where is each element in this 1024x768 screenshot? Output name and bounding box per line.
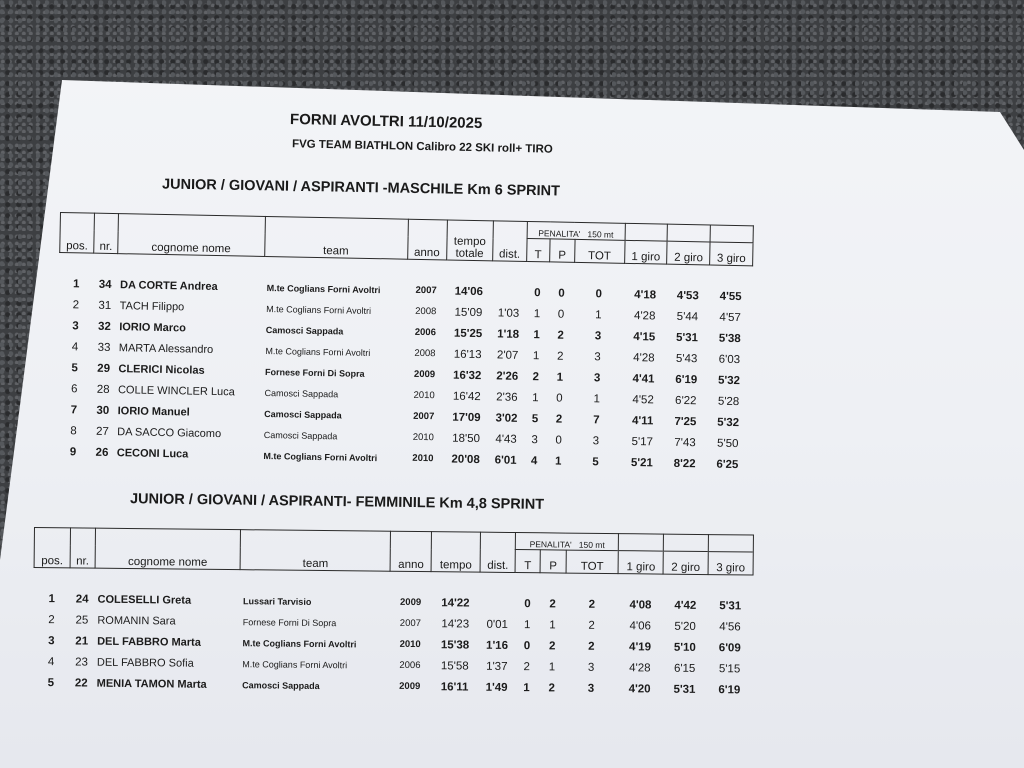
totale-label: totale (455, 247, 484, 261)
name-cell: MARTA Alessandro (118, 341, 214, 356)
col-giro1-header: 1 giro (624, 240, 667, 264)
time-cell: 15'09 (454, 306, 483, 319)
col-t-header: T (526, 238, 550, 261)
bib-cell: 29 (97, 362, 111, 375)
results-table-female (32, 527, 754, 701)
year-cell: 2007 (415, 284, 437, 297)
penalty-tot-cell: 0 (595, 287, 603, 300)
penalty-t-cell: 0 (523, 639, 531, 652)
lap3-cell: 6'03 (718, 353, 741, 366)
bib-cell: 28 (96, 383, 110, 396)
lap3-cell: 5'32 (717, 416, 740, 429)
lap1-cell: 4'06 (629, 619, 652, 632)
lap1-cell: 4'08 (629, 598, 652, 611)
col-p-header: P (550, 239, 575, 262)
penalty-distance-label: 150 mt (578, 539, 605, 550)
gap-cell: 0'01 (486, 618, 509, 631)
year-cell: 2010 (412, 452, 434, 465)
col-anno-header: anno (391, 531, 432, 571)
gap-cell: 4'43 (495, 432, 517, 446)
name-cell: IORIO Manuel (117, 404, 190, 419)
name-cell: TACH Filippo (119, 299, 185, 313)
penalty-t-cell: 1 (523, 618, 531, 631)
team-cell: Camosci Sappada (242, 679, 320, 691)
gap-cell: 1'16 (486, 639, 509, 652)
penalty-t-cell: 1 (533, 328, 540, 341)
year-cell: 2006 (414, 326, 437, 339)
penalty-tot-cell: 1 (595, 308, 602, 321)
penalty-tot-cell: 3 (594, 329, 602, 342)
pos-cell: 4 (71, 340, 79, 353)
results-table-male (55, 212, 754, 475)
section-heading-female: JUNIOR / GIOVANI / ASPIRANTI- FEMMINILE Km 4,8 SPRINT (129, 491, 545, 513)
time-cell: 16'13 (453, 348, 482, 361)
bib-cell: 30 (96, 404, 110, 417)
lap3-cell: 4'57 (719, 311, 741, 324)
name-cell: COLESELLI Greta (97, 593, 192, 607)
col-p-header: P (540, 550, 566, 573)
penalty-label: PENALITA' (538, 228, 581, 239)
gap-cell: 1'03 (497, 306, 520, 320)
lap1-cell: 5'21 (630, 456, 653, 469)
tempo-label: tempo (439, 559, 472, 572)
lap3-cell: 5'32 (717, 374, 741, 387)
penalty-t-cell: 5 (531, 412, 539, 425)
gap-cell: 2'07 (496, 348, 519, 362)
year-cell: 2008 (414, 347, 436, 360)
penalty-tot-cell: 3 (587, 682, 595, 695)
pos-cell: 2 (48, 613, 55, 626)
lap1-cell: 4'28 (633, 309, 656, 322)
lap-header-spacer (625, 223, 668, 241)
time-cell: 15'25 (453, 327, 483, 340)
col-dist-header: dist. (493, 221, 527, 262)
pos-cell: 6 (70, 382, 78, 395)
penalty-p-cell: 0 (558, 287, 565, 300)
lap2-cell: 5'20 (674, 620, 696, 633)
penalty-tot-cell: 7 (593, 413, 600, 426)
penalty-t-cell: 1 (532, 349, 540, 362)
col-tot-header: TOT (574, 239, 624, 263)
penalty-tot-cell: 2 (588, 598, 596, 611)
pos-cell: 4 (47, 655, 55, 668)
team-cell: Fornese Forni Di Sopra (242, 616, 337, 628)
name-cell: DA CORTE Andrea (119, 278, 218, 293)
page-title: FORNI AVOLTRI 11/10/2025 (289, 110, 483, 133)
year-cell: 2006 (399, 659, 421, 672)
penalty-p-cell: 1 (548, 660, 556, 673)
lap-header-spacer (663, 534, 708, 551)
lap2-cell: 5'44 (676, 310, 699, 323)
gap-cell: 6'01 (494, 453, 517, 467)
lap3-cell: 6'09 (718, 641, 741, 654)
penalty-p-cell: 0 (555, 434, 562, 447)
gap-cell: 2'36 (496, 390, 518, 404)
pos-cell: 5 (71, 361, 78, 374)
penalty-tot-cell: 3 (592, 434, 600, 447)
year-cell: 2007 (413, 410, 435, 423)
lap2-cell: 8'22 (673, 457, 696, 470)
lap1-cell: 4'41 (632, 372, 655, 385)
gap-cell: 1'49 (485, 681, 508, 694)
time-cell: 16'42 (452, 390, 481, 403)
bib-cell: 27 (95, 425, 109, 438)
bib-cell: 31 (98, 299, 112, 312)
team-cell: M.te Coglians Forni Avoltri (242, 658, 348, 670)
col-nr-header: nr. (70, 528, 95, 568)
penalty-p-cell: 2 (548, 639, 556, 652)
penalty-p-cell: 2 (549, 597, 556, 610)
pos-cell: 1 (72, 277, 80, 290)
col-tempo-header (431, 532, 480, 573)
lap2-cell: 4'42 (674, 599, 697, 612)
penalty-t-cell: 0 (524, 597, 531, 610)
time-cell: 15'58 (440, 659, 469, 673)
lap3-cell: 6'19 (718, 683, 741, 696)
col-tot-header: TOT (566, 550, 619, 574)
year-cell: 2010 (412, 431, 434, 444)
col-tempo-header (446, 220, 493, 261)
penalty-t-cell: 1 (523, 681, 530, 694)
name-cell: DEL FABBRO Sofia (96, 656, 194, 670)
penalty-tot-cell: 2 (588, 640, 595, 653)
penalty-t-cell: 4 (530, 454, 538, 467)
lap2-cell: 6'19 (675, 373, 698, 386)
lap2-cell: 5'43 (675, 352, 698, 365)
pos-cell: 7 (70, 403, 78, 416)
penalty-label: PENALITA' (529, 539, 572, 550)
lap1-cell: 4'18 (634, 288, 657, 301)
year-cell: 2010 (413, 389, 435, 402)
lap-header-spacer (668, 224, 711, 242)
penalty-p-cell: 0 (557, 308, 565, 321)
lap3-cell: 5'50 (716, 437, 739, 450)
bib-cell: 34 (98, 278, 112, 291)
penalty-p-cell: 2 (548, 681, 556, 694)
penalty-p-cell: 0 (556, 392, 563, 405)
gap-cell: 1'18 (497, 327, 520, 341)
pos-cell: 3 (48, 634, 55, 647)
penalty-t-cell: 1 (533, 307, 541, 320)
gap-cell (492, 281, 526, 303)
penalty-tot-cell: 1 (593, 392, 601, 405)
lap2-cell: 7'25 (674, 415, 697, 428)
year-cell: 2008 (415, 305, 437, 318)
lap2-cell: 6'22 (675, 394, 697, 407)
penalty-t-cell: 1 (532, 391, 539, 404)
pos-cell: 1 (48, 592, 56, 605)
page-subtitle: FVG TEAM BIATHLON Calibro 22 SKI roll+ TIRO (291, 138, 553, 156)
penalty-distance-label: 150 mt (587, 229, 614, 240)
bib-cell: 26 (95, 446, 109, 459)
lap1-cell: 4'11 (631, 414, 654, 427)
lap1-cell: 4'28 (633, 351, 655, 364)
lap3-cell: 4'55 (719, 290, 742, 303)
penalty-tot-cell: 2 (588, 619, 595, 632)
team-cell: Fornese Forni Di Sopra (264, 366, 365, 379)
time-cell: 14'06 (454, 285, 484, 298)
name-cell: DA SACCO Giacomo (117, 425, 222, 440)
penalty-p-cell: 1 (549, 618, 556, 631)
col-giro1-header: 1 giro (618, 551, 663, 574)
bib-cell: 22 (74, 676, 88, 690)
lap3-cell: 5'38 (718, 332, 741, 345)
penalty-t-cell: 2 (532, 370, 540, 383)
lap2-cell: 5'31 (673, 683, 696, 696)
lap1-cell: 5'17 (631, 435, 654, 448)
gap-cell: 1'37 (486, 660, 508, 673)
team-cell: Camosci Sappada (264, 408, 342, 420)
gap-cell (480, 593, 515, 614)
team-cell: Camosci Sappada (265, 324, 344, 336)
col-t-header: T (515, 550, 540, 573)
name-cell: DEL FABBRO Marta (97, 635, 201, 649)
team-cell: Lussari Tarvisio (242, 595, 312, 607)
penalty-tot-cell: 3 (594, 350, 601, 363)
name-cell: MENIA TAMON Marta (96, 677, 207, 691)
col-team-header: team (264, 216, 408, 259)
col-dist-header: dist. (480, 532, 516, 572)
name-cell: ROMANIN Sara (97, 614, 176, 627)
col-giro2-header: 2 giro (663, 551, 708, 574)
penalty-group-header (527, 221, 625, 240)
name-cell: CECONI Luca (116, 446, 189, 461)
penalty-tot-cell: 3 (593, 371, 601, 384)
time-cell: 16'32 (452, 369, 482, 382)
time-cell: 15'38 (440, 638, 470, 652)
lap-header-spacer (619, 534, 664, 551)
col-giro2-header: 2 giro (667, 241, 710, 265)
col-anno-header: anno (407, 219, 447, 260)
col-giro3-header: 3 giro (710, 242, 753, 266)
year-cell: 2009 (413, 368, 436, 381)
col-name-header: cognome nome (118, 214, 265, 257)
name-cell: CLERICI Nicolas (118, 362, 205, 377)
penalty-t-cell: 0 (534, 286, 541, 299)
penalty-p-cell: 2 (555, 413, 563, 426)
lap2-cell: 7'43 (674, 436, 696, 449)
time-cell: 18'50 (452, 432, 481, 445)
team-cell: Camosci Sappada (264, 387, 339, 399)
name-cell: COLLE WINCLER Luca (117, 383, 235, 398)
bib-cell: 25 (75, 613, 89, 627)
lap1-cell: 4'19 (629, 640, 652, 653)
bib-cell: 24 (75, 592, 89, 606)
col-nr-header: nr. (94, 213, 118, 253)
gap-cell: 3'02 (495, 411, 518, 425)
team-cell: M.te Coglians Forni Avoltri (266, 282, 381, 295)
time-cell: 14'23 (441, 617, 470, 631)
year-cell: 2009 (399, 680, 421, 693)
time-cell: 20'08 (451, 453, 480, 466)
penalty-t-cell: 3 (531, 433, 538, 446)
lap1-cell: 4'28 (629, 661, 651, 674)
lap3-cell: 6'25 (716, 458, 739, 471)
time-cell: 17'09 (452, 411, 481, 424)
lap2-cell: 5'31 (675, 331, 699, 344)
lap-header-spacer (708, 535, 753, 552)
lap1-cell: 4'20 (628, 682, 651, 695)
pos-cell: 2 (72, 298, 80, 311)
lap3-cell: 5'28 (717, 395, 740, 408)
lap1-cell: 4'52 (632, 393, 654, 406)
bib-cell: 21 (75, 634, 89, 648)
name-cell: IORIO Marco (119, 320, 186, 334)
gap-cell: 2'26 (496, 369, 519, 383)
penalty-p-cell: 2 (556, 350, 564, 363)
time-cell: 14'22 (441, 596, 470, 610)
penalty-tot-cell: 3 (587, 661, 595, 674)
time-cell: 16'11 (440, 680, 469, 694)
pos-cell: 5 (47, 676, 55, 689)
penalty-t-cell: 2 (523, 660, 531, 673)
penalty-p-cell: 1 (554, 455, 562, 468)
lap2-cell: 6'15 (673, 662, 696, 675)
team-cell: M.te Coglians Forni Avoltri (242, 637, 357, 649)
team-cell: M.te Coglians Forni Avoltri (263, 450, 378, 463)
penalty-group-header (516, 533, 619, 551)
pos-cell: 3 (72, 319, 79, 332)
year-cell: 2010 (399, 638, 421, 651)
section-heading-male: JUNIOR / GIOVANI / ASPIRANTI -MASCHILE Km 6 SPRINT (161, 176, 561, 200)
tempo-label: tempo (453, 235, 486, 249)
penalty-p-cell: 2 (557, 329, 564, 342)
col-team-header: team (240, 530, 391, 572)
team-cell: Camosci Sappada (263, 429, 338, 441)
col-giro3-header: 3 giro (708, 552, 753, 575)
lap3-cell: 5'15 (718, 662, 741, 675)
lap1-cell: 4'15 (633, 330, 656, 343)
lap3-cell: 4'56 (719, 620, 741, 633)
bib-cell: 32 (97, 320, 111, 333)
pos-cell: 8 (70, 424, 77, 437)
year-cell: 2007 (399, 617, 422, 630)
penalty-p-cell: 1 (556, 371, 564, 384)
bib-cell: 23 (75, 655, 88, 669)
col-pos-header: pos. (34, 528, 70, 568)
lap-header-spacer (710, 225, 753, 243)
col-pos-header: pos. (60, 213, 95, 254)
lap3-cell: 5'31 (719, 599, 742, 612)
pos-cell: 9 (69, 445, 77, 458)
team-cell: M.te Coglians Forni Avoltri (265, 345, 371, 358)
team-cell: M.te Coglians Forni Avoltri (266, 303, 372, 316)
penalty-tot-cell: 5 (592, 455, 599, 468)
bib-cell: 33 (97, 341, 111, 354)
col-name-header: cognome nome (95, 528, 241, 570)
year-cell: 2009 (399, 596, 422, 609)
lap2-cell: 4'53 (676, 289, 699, 302)
lap2-cell: 5'10 (673, 641, 696, 654)
